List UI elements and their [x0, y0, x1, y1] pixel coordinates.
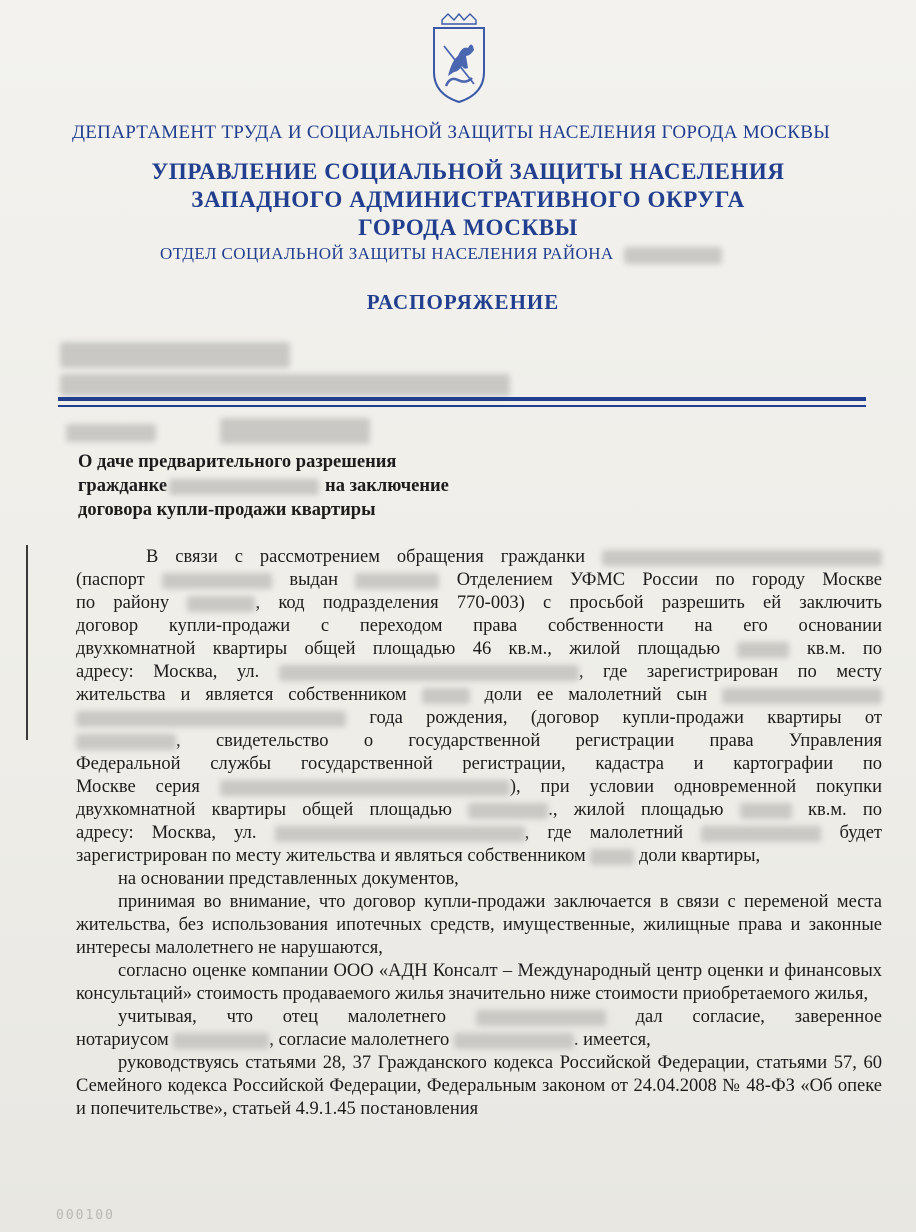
redacted-area: [740, 803, 792, 819]
redacted-address: [275, 826, 525, 842]
body-line: жительства и является собственником доли ее малолетний сын: [76, 684, 882, 707]
footer-number: 000100: [56, 1208, 115, 1223]
redacted-notary: [173, 1033, 269, 1049]
redacted-date: [355, 573, 439, 589]
body-line: договор купли-продажи с переходом права собственности на его основании: [76, 616, 882, 636]
subject-line-3: договора купли-продажи квартиры: [78, 500, 376, 520]
body-line: двухкомнатной квартиры общей площадью 46 кв.м., жилой площадью кв.м. по: [76, 639, 882, 659]
redacted-share: [590, 849, 634, 865]
body-line: , свидетельство о государственной регистрации права Управления: [76, 730, 882, 753]
redacted-district: [624, 247, 722, 264]
redacted-name: [701, 826, 821, 842]
document-title: РАСПОРЯЖЕНИЕ: [366, 290, 560, 314]
body-line: В связи с рассмотрением обращения гражданки: [76, 546, 882, 569]
body-line: адресу: Москва, ул. , где зарегистрирован по месту: [76, 662, 882, 682]
body-line: Москве серия ), при условии одновременной покупки: [76, 777, 883, 797]
management-title: [0, 158, 916, 242]
body-line: (паспорт выдан Отделением УФМС России по городу Москве: [76, 570, 883, 590]
redacted-passport: [162, 573, 272, 589]
redacted-block: [66, 424, 156, 442]
redacted-date: [76, 734, 176, 750]
redacted-name: [602, 550, 882, 566]
redacted-block: [60, 342, 290, 368]
body-line: зарегистрирован по месту жительства и являться собственником доли квартиры,: [76, 846, 761, 866]
redacted-district: [187, 596, 255, 612]
redacted-block: [60, 374, 510, 396]
otdel-line: [160, 244, 722, 264]
redacted-name: [476, 1010, 606, 1026]
document-subject: [78, 450, 518, 522]
body-line: Федеральной службы государственной регистрации, кадастра и картографии по: [76, 754, 882, 774]
redacted-name: [454, 1033, 574, 1049]
management-line-2: ЗАПАДНОГО АДМИНИСТРАТИВНОГО ОКРУГА: [191, 187, 745, 212]
header-rule-thick: [58, 397, 866, 401]
body-line: года рождения, (договор купли-продажи квартиры от: [76, 707, 882, 730]
margin-mark: [26, 545, 28, 740]
redacted-name-birth: [76, 711, 346, 727]
subject-line-2: гражданке на заключение: [78, 476, 449, 496]
otdel-text: ОТДЕЛ СОЦИАЛЬНОЙ ЗАЩИТЫ НАСЕЛЕНИЯ РАЙОНА: [160, 244, 614, 263]
body-line: по району , код подразделения 770-003) с просьбой разрешить ей заключить: [76, 593, 882, 613]
body-line: учитывая, что отец малолетнего дал согласие, заверенное: [118, 1007, 883, 1027]
redacted-block: [220, 418, 370, 444]
management-line-1: УПРАВЛЕНИЕ СОЦИАЛЬНОЙ ЗАЩИТЫ НАСЕЛЕНИЯ: [151, 159, 785, 184]
management-line-3: ГОРОДА МОСКВЫ: [358, 215, 578, 240]
redacted-address: [279, 665, 579, 681]
subject-line-1: О даче предварительного разрешения: [78, 452, 397, 472]
body-line: адресу: Москва, ул. , где малолетний будет: [76, 823, 882, 843]
body-paragraph: принимая во внимание, что договор купли-продажи заключается в связи с переменой места жительства, без использования ипотечных средств, имущественные, жилищные права и законные интересы малолетнего не нарушаются,: [76, 892, 882, 958]
body-line: двухкомнатной квартиры общей площадью ., жилой площадью кв.м. по: [76, 800, 883, 820]
body-paragraph: на основании представленных документов,: [118, 869, 459, 889]
department-name: ДЕПАРТАМЕНТ ТРУДА И СОЦИАЛЬНОЙ ЗАЩИТЫ НАСЕЛЕНИЯ ГОРОДА МОСКВЫ: [72, 122, 831, 143]
body-paragraph: руководствуясь статьями 28, 37 Гражданского кодекса Российской Федерации, статьями 57, 60 Семейного кодекса Российской Федерации, Федеральным законом от 24.04.2008 № 48-ФЗ «Об опеке и попечительстве», статьей 4.9.1.45 постановления: [76, 1053, 882, 1119]
document-body: [76, 546, 882, 1121]
body-paragraph: согласно оценке компании ООО «АДН Консалт – Международный центр оценки и финансовых консультаций» стоимость продаваемого жилья значительно ниже стоимости приобретаемого жилья,: [76, 961, 882, 1004]
redacted-area: [468, 803, 548, 819]
redacted-series: [220, 780, 510, 796]
header-rule-thin: [58, 405, 866, 407]
moscow-coat-of-arms-icon: [428, 10, 490, 106]
redacted-area: [737, 642, 789, 658]
redacted-name: [169, 479, 319, 495]
redacted-name: [722, 688, 882, 704]
redacted-share: [422, 688, 470, 704]
body-line: нотариусом , согласие малолетнего . имеется,: [76, 1030, 651, 1050]
